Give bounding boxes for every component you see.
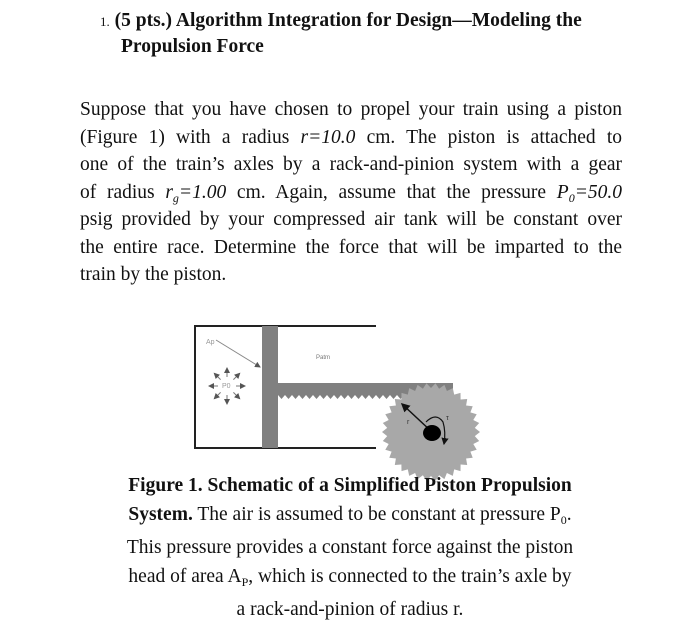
pressure-value: =50.0 (574, 181, 622, 203)
caption-line: This pressure provides a constant force against the piston (126, 537, 574, 558)
problem-statement (80, 96, 622, 289)
label-area: Ap (206, 339, 215, 346)
pressure-arrow (233, 392, 239, 398)
pressure-arrow (214, 373, 220, 379)
pressure-arrow (233, 373, 239, 379)
question-title-line2: Propulsion Force (121, 36, 264, 57)
radius-value: r=10.0 (300, 126, 356, 148)
question-title (100, 8, 660, 59)
question-title-line1: Algorithm Integration for Design—Modeling the (175, 10, 582, 31)
body-line: one of the train’s axles by a rack-and-pinion system with a gear (80, 154, 622, 175)
area-pointer (216, 340, 260, 367)
label-patm: Patm (316, 355, 331, 361)
body-line: of radius $r_g=1.00$ cm. Again, assume that the pressure $P_0=50.0$ (80, 181, 622, 205)
label-p0: P0 (222, 383, 231, 390)
label-r: r (407, 419, 410, 426)
body-line: Suppose that you have chosen to propel your train using a piston (80, 99, 622, 120)
body-line: (Figure 1) with a radius r=10.0 cm. The piston is attached to (80, 126, 622, 148)
question-number: 1. (100, 14, 110, 29)
body-line: psig provided by your compressed air tank will be constant over (80, 209, 622, 230)
body-line: the entire race. Determine the force that will be imparted to the (80, 236, 622, 258)
caption-title-cont: System. (128, 503, 193, 525)
pressure-arrow (214, 392, 220, 398)
caption-line: a rack-and-pinion of radius r. (236, 599, 464, 620)
caption-title: Figure 1. Schematic of a Simplified Piston Propulsion (128, 475, 572, 496)
gear-radius-value: =1.00 (178, 181, 227, 203)
question-points: (5 pts.) (114, 10, 173, 31)
axle-hub (423, 425, 441, 441)
body-line: train by the piston. (80, 264, 227, 285)
label-tau: τ (446, 415, 449, 422)
figure-caption: Figure 1. Schematic of a Simplified Piston Propulsion System. The air is assumed to be constant at pressure $P_0$. This pressure provides a constant force against the piston head of area $A_P$, which is connected to the train’s axle by a rack-and-pinion of radius r. (80, 472, 620, 625)
piston-head (262, 326, 278, 448)
caption-line: head of area $A_P$, which is connected to the train’s axle by (128, 565, 572, 589)
piston-schematic (180, 310, 500, 480)
